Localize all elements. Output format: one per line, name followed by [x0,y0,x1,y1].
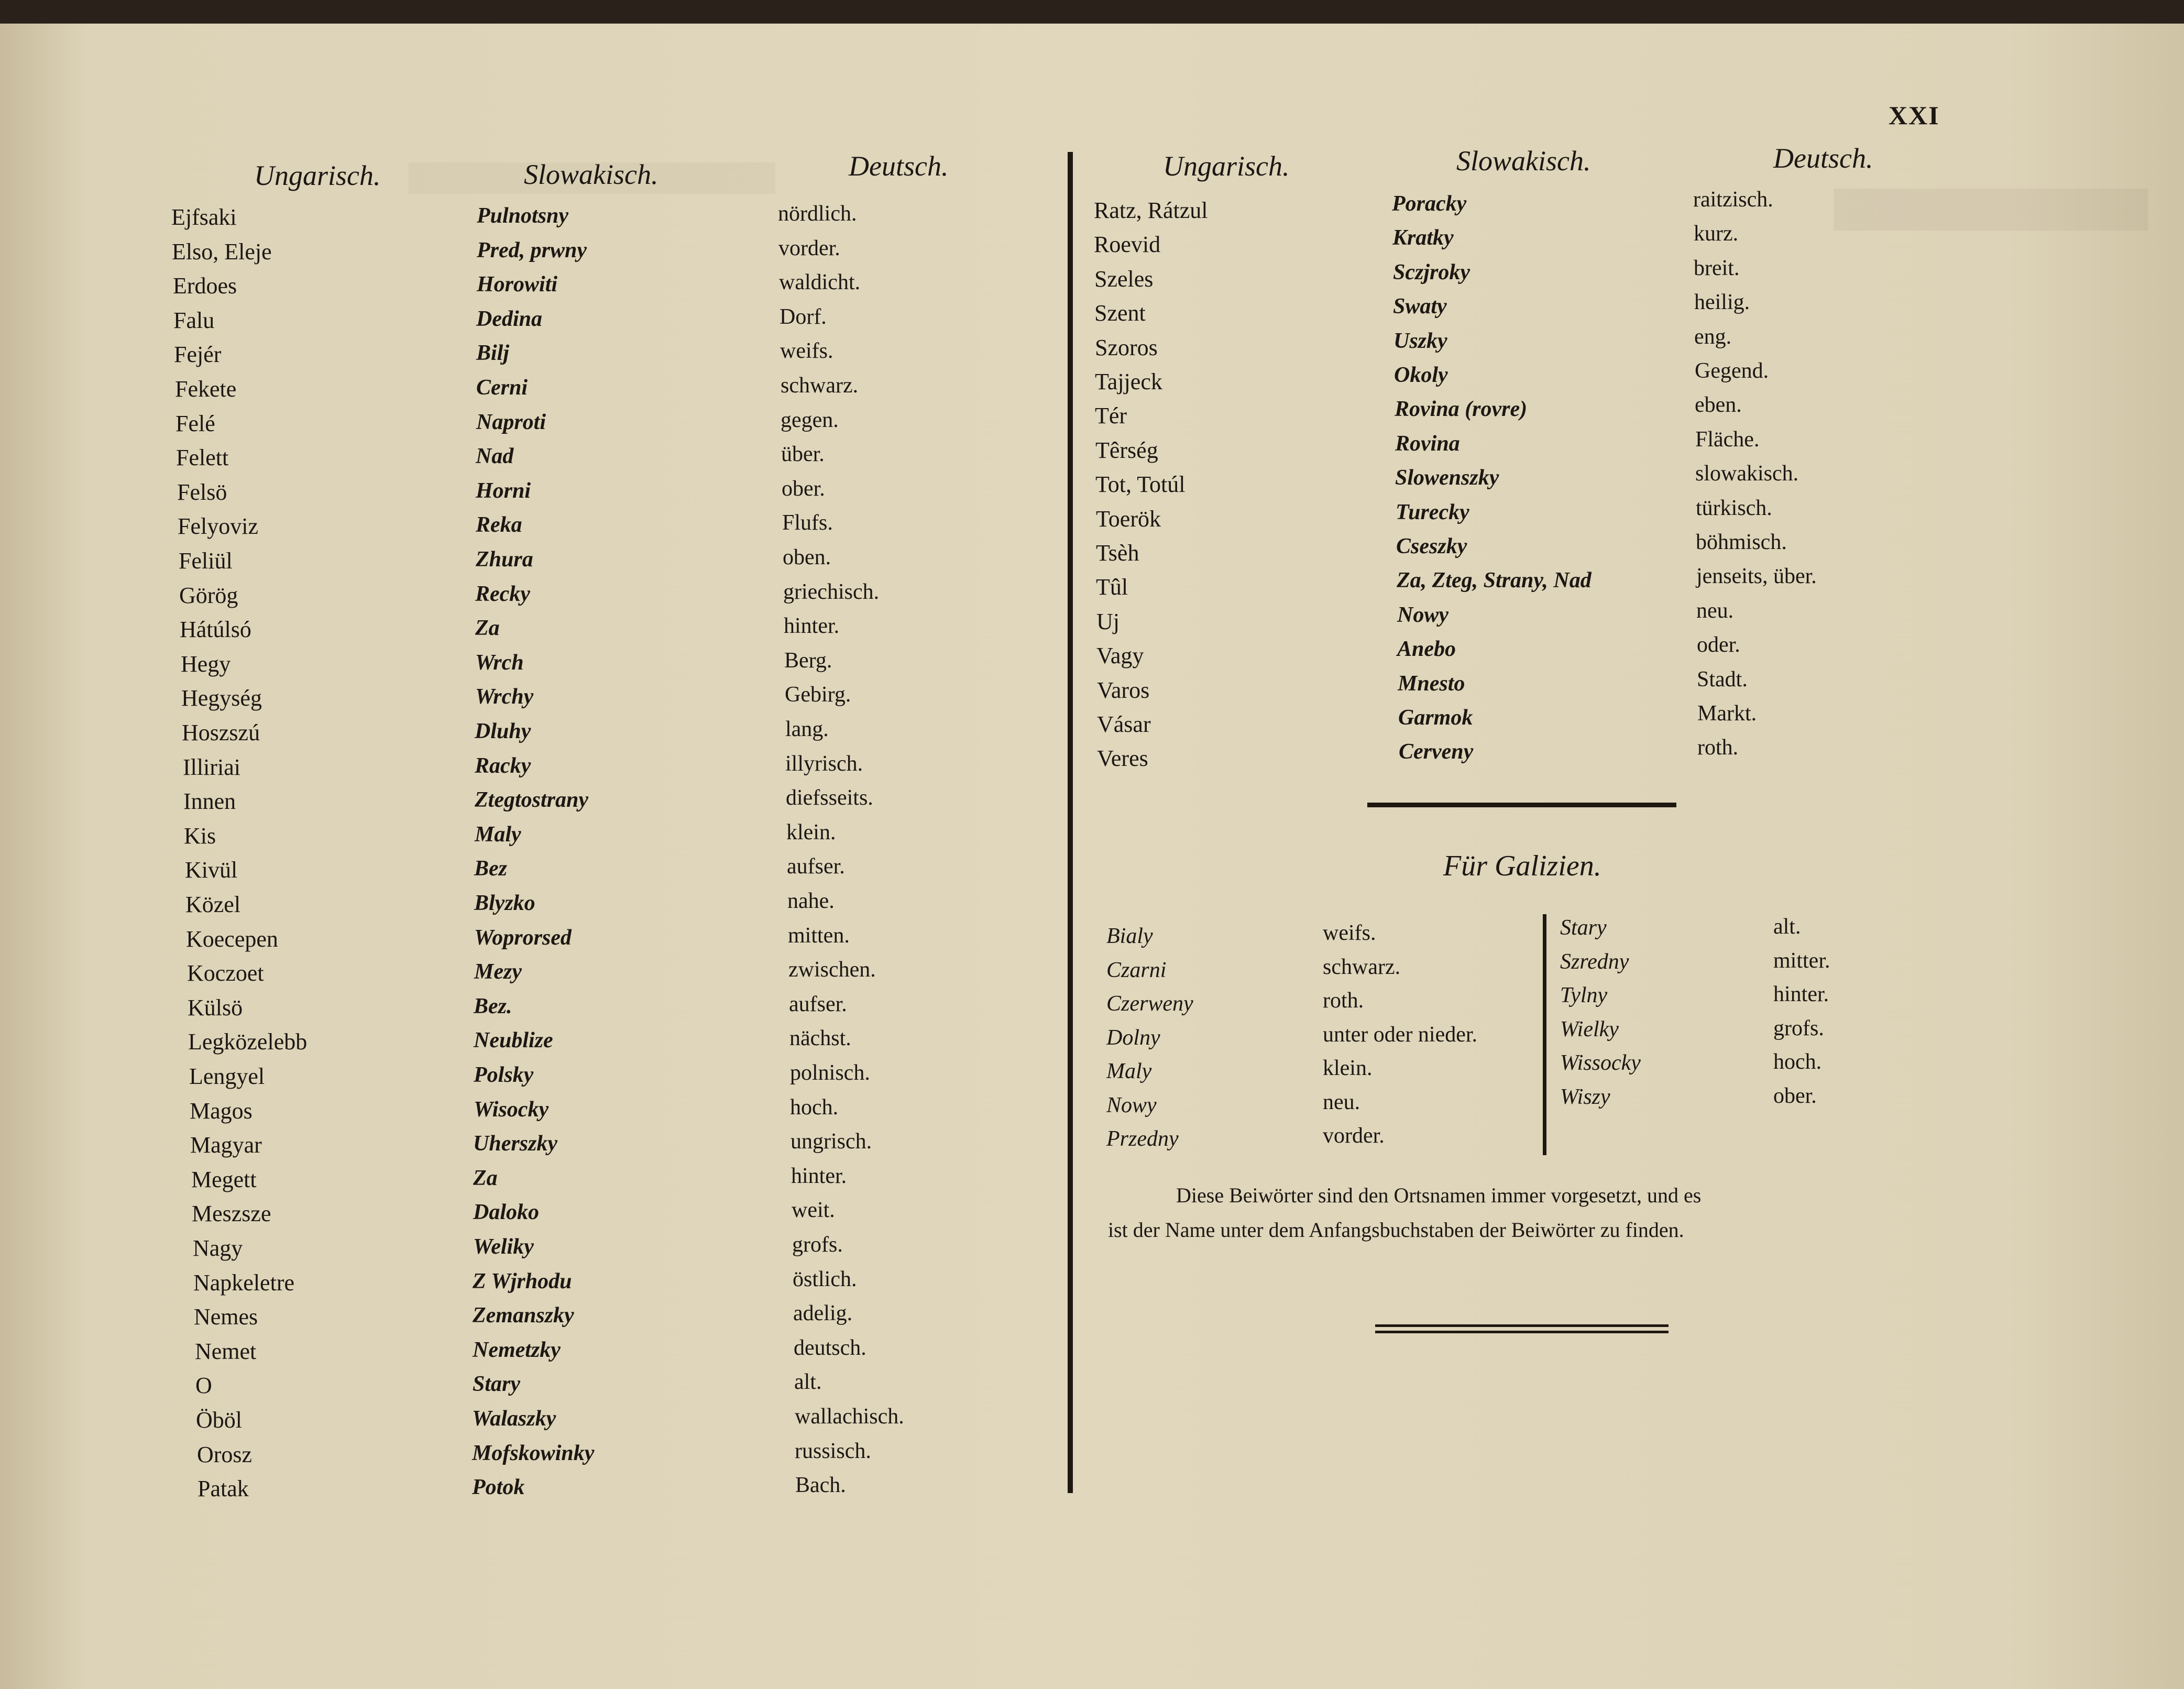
galizien-slavic-word: Czarni [1106,958,1167,982]
table-row-deutsch: nächst. [789,1026,851,1050]
table-row-slowakisch: Mnesto [1398,672,1465,696]
galizien-slavic-word: Wiszy [1560,1085,1610,1109]
table-row-deutsch: eng. [1694,325,1732,349]
table-row-ungarisch: Napkeletre [193,1270,294,1296]
table-row-deutsch: hinter. [784,614,840,638]
table-row-ungarisch: Fejér [174,342,222,367]
table-row-ungarisch: Hegység [181,685,262,711]
table-row-slowakisch: Rovina (rovre) [1395,397,1528,421]
table-row-deutsch: polnisch. [790,1061,870,1085]
table-row-slowakisch: Horowiti [477,272,558,297]
table-row-deutsch: böhmisch. [1696,530,1787,554]
table-row-ungarisch: Hegy [181,651,231,677]
table-row-slowakisch: Dluhy [475,719,531,743]
galizien-slavic-word: Szredny [1560,950,1629,974]
table-row-deutsch: slowakisch. [1695,462,1799,486]
table-row-ungarisch: Legközelebb [188,1029,308,1055]
table-row-ungarisch: Külsö [188,995,243,1021]
table-row-deutsch: aufser. [789,992,847,1016]
table-row-deutsch: türkisch. [1696,496,1772,520]
table-row-ungarisch: Feliül [179,548,233,574]
table-row-ungarisch: Koczoet [187,960,264,986]
table-row-slowakisch: Cseszky [1396,534,1467,558]
table-row-ungarisch: Nemes [194,1304,258,1330]
table-row-deutsch: roth. [1697,736,1739,760]
table-row-ungarisch: Tûl [1096,574,1128,600]
galizien-slavic-word: Stary [1560,916,1607,940]
table-row-ungarisch: Tér [1095,403,1127,429]
table-row-ungarisch: Falu [173,308,215,333]
galizien-slavic-word: Wielky [1560,1017,1619,1041]
table-row-slowakisch: Nad [476,444,514,468]
galizien-slavic-word: Bialy [1106,924,1153,948]
table-row-ungarisch: Vásar [1097,711,1151,737]
table-row-slowakisch: Swaty [1393,294,1447,319]
table-row-slowakisch: Bez [474,857,507,881]
table-row-slowakisch: Cerveny [1399,740,1474,764]
galizien-german-word: schwarz. [1323,955,1401,979]
table-row-deutsch: weit. [792,1198,835,1222]
table-row-slowakisch: Naproti [476,410,546,434]
book-page [0,24,2184,1689]
table-row-ungarisch: Öböl [196,1407,242,1433]
table-row-slowakisch: Recky [475,582,530,606]
table-row-ungarisch: Vagy [1096,643,1144,668]
table-row-deutsch: heilig. [1694,290,1750,314]
table-row-slowakisch: Neublize [474,1028,553,1052]
table-row-ungarisch: Innen [183,788,236,814]
table-row-deutsch: russisch. [795,1439,871,1463]
table-row-ungarisch: Fekete [175,376,237,402]
table-row-deutsch: nördlich. [778,202,857,226]
galizien-german-word: roth. [1323,989,1364,1013]
table-row-deutsch: diefsseits. [786,786,873,810]
galizien-slavic-word: Przedny [1106,1127,1179,1151]
galizien-german-word: vorder. [1323,1124,1385,1148]
table-row-deutsch: jenseits, über. [1696,564,1817,588]
table-row-deutsch: Stadt. [1697,667,1748,692]
table-row-deutsch: raitzisch. [1693,188,1773,212]
table-row-slowakisch: Okoly [1394,363,1448,387]
galizien-german-word: hoch. [1773,1050,1822,1074]
table-row-deutsch: aufser. [787,854,845,879]
table-row-ungarisch: Illiriai [183,754,240,780]
left-header-ungarisch: Ungarisch. [254,160,381,191]
table-row-slowakisch: Ztegtostrany [475,788,588,812]
right-header-slowakisch: Slowakisch. [1456,145,1591,177]
table-row-deutsch: ungrisch. [791,1129,872,1154]
table-row-slowakisch: Slowenszky [1395,466,1499,490]
table-row-deutsch: über. [781,442,825,466]
table-row-slowakisch: Cerni [476,376,528,400]
closing-rule-top [1375,1324,1669,1327]
table-row-deutsch: Dorf. [780,305,827,329]
galizien-slavic-word: Maly [1106,1059,1152,1083]
table-row-deutsch: breit. [1694,256,1740,280]
galizien-german-word: mitter. [1773,949,1830,973]
galizien-german-word: alt. [1773,915,1801,939]
table-row-ungarisch: Koecepen [186,926,278,952]
table-row-ungarisch: Erdoes [173,273,237,299]
table-row-slowakisch: Polsky [474,1063,534,1087]
table-row-slowakisch: Rovina [1395,432,1460,456]
table-row-slowakisch: Woprorsed [474,926,572,950]
table-row-slowakisch: Potok [472,1475,525,1499]
column-divider [1068,152,1073,1493]
table-row-slowakisch: Garmok [1398,706,1473,730]
table-row-ungarisch: Têrség [1095,437,1158,463]
table-row-slowakisch: Pulnotsny [477,204,569,228]
table-row-slowakisch: Daloko [473,1200,539,1224]
table-row-ungarisch: Patak [197,1476,249,1501]
galizien-slavic-word: Dolny [1106,1026,1160,1050]
table-row-ungarisch: Megett [191,1167,257,1192]
table-row-slowakisch: Weliky [473,1235,534,1259]
table-row-deutsch: lang. [785,717,829,741]
table-row-deutsch: mitten. [788,924,850,948]
table-row-slowakisch: Stary [473,1372,521,1396]
table-row-deutsch: vorder. [778,236,840,260]
table-row-deutsch: hinter. [791,1164,847,1188]
table-row-ungarisch: Uj [1096,609,1120,634]
table-row-slowakisch: Poracky [1392,192,1467,216]
table-row-ungarisch: Ejfsaki [171,204,237,230]
table-row-slowakisch: Racky [475,754,531,778]
table-row-ungarisch: Lengyel [189,1063,265,1089]
table-row-ungarisch: Roevid [1094,232,1161,257]
table-row-ungarisch: Meszsze [192,1201,271,1226]
table-row-slowakisch: Wisocky [474,1098,549,1122]
galizien-german-word: klein. [1323,1056,1373,1080]
table-row-slowakisch: Sczjroky [1393,260,1470,284]
table-row-deutsch: Gegend. [1695,359,1769,383]
table-row-deutsch: eben. [1695,393,1742,417]
table-row-ungarisch: Toerök [1096,506,1161,532]
table-row-slowakisch: Bez. [474,994,512,1018]
table-row-deutsch: nahe. [787,889,835,913]
table-row-ungarisch: Szeles [1094,266,1154,292]
table-row-ungarisch: Tot, Totúl [1095,471,1186,497]
galizien-german-word: hinter. [1773,982,1829,1006]
right-header-deutsch: Deutsch. [1773,142,1873,174]
table-row-ungarisch: Ratz, Rátzul [1094,198,1208,223]
galizien-german-word: neu. [1323,1090,1360,1114]
table-row-slowakisch: Pred, prwny [477,238,587,262]
galizien-divider [1543,914,1546,1155]
page-number: XXI [1889,101,1940,130]
table-row-deutsch: klein. [786,820,836,844]
galizien-german-word: weifs. [1323,921,1376,945]
table-row-slowakisch: Blyzko [474,891,535,915]
table-row-ungarisch: Tsèh [1096,540,1139,566]
table-row-slowakisch: Nowy [1397,603,1448,627]
table-row-ungarisch: Elso, Eleje [172,239,272,265]
table-row-deutsch: wallachisch. [795,1405,904,1429]
galizien-note-line-2: ist der Name unter dem Anfangsbuchstaben der Beiwörter zu finden. [1108,1218,1684,1242]
section-rule [1367,803,1676,807]
table-row-deutsch: oben. [783,545,831,569]
galizien-slavic-word: Tylny [1560,983,1608,1007]
table-row-slowakisch: Nemetzky [473,1338,561,1362]
table-row-deutsch: oder. [1697,633,1740,657]
table-row-slowakisch: Horni [476,479,531,503]
table-row-deutsch: griechisch. [783,580,880,604]
table-row-slowakisch: Uherszky [473,1132,558,1156]
table-row-slowakisch: Zhura [476,547,533,572]
table-row-deutsch: Flufs. [782,511,833,535]
galizien-slavic-word: Nowy [1106,1093,1157,1117]
table-row-slowakisch: Walaszky [472,1407,556,1431]
galizien-german-word: grofs. [1773,1016,1824,1040]
table-row-ungarisch: Felsö [177,479,227,505]
table-row-deutsch: waldicht. [779,270,861,294]
table-row-slowakisch: Anebo [1397,637,1456,661]
table-row-slowakisch: Reka [476,513,522,537]
table-row-slowakisch: Kratky [1392,226,1454,250]
galizien-note-line-1: Diese Beiwörter sind den Ortsnamen immer vorgesetzt, und es [1176,1183,1702,1207]
table-row-ungarisch: Felett [176,445,229,470]
table-row-deutsch: gegen. [781,408,839,432]
table-row-deutsch: grofs. [792,1233,843,1257]
table-row-slowakisch: Uszky [1393,329,1447,353]
table-row-deutsch: ober. [782,477,825,501]
table-row-ungarisch: Hoszszú [182,720,260,745]
table-row-deutsch: Bach. [795,1473,846,1497]
left-header-slowakisch: Slowakisch. [524,159,659,190]
table-row-slowakisch: Za, Zteg, Strany, Nad [1397,568,1592,593]
table-row-ungarisch: Görög [179,583,238,608]
table-row-deutsch: Markt. [1697,701,1757,726]
table-row-slowakisch: Zemanszky [473,1303,574,1328]
table-row-slowakisch: Mezy [474,960,522,984]
table-row-deutsch: zwischen. [788,958,876,982]
table-row-ungarisch: Kis [184,823,216,849]
table-row-ungarisch: Veres [1097,745,1148,771]
galizien-title: Für Galizien. [1443,850,1601,882]
table-row-ungarisch: Tajjeck [1095,369,1162,394]
table-row-ungarisch: Nemet [195,1339,257,1364]
left-header-deutsch: Deutsch. [849,150,949,182]
right-header-ungarisch: Ungarisch. [1163,150,1290,182]
table-row-ungarisch: Magos [190,1098,253,1124]
table-row-ungarisch: Felé [175,411,215,436]
table-row-ungarisch: Varos [1097,677,1150,703]
table-row-ungarisch: Kivül [185,857,238,883]
table-row-slowakisch: Wrch [475,651,524,675]
table-row-deutsch: schwarz. [781,374,859,398]
galizien-german-word: unter oder nieder. [1323,1023,1478,1047]
table-row-slowakisch: Za [473,1166,498,1190]
table-row-ungarisch: Magyar [190,1132,262,1158]
table-row-ungarisch: Közel [185,892,241,917]
table-row-ungarisch: Felyoviz [178,513,258,539]
table-row-deutsch: hoch. [790,1095,839,1120]
bleed-through-shadow [1834,189,2148,231]
table-row-ungarisch: O [195,1373,212,1398]
table-row-deutsch: adelig. [793,1301,853,1325]
table-row-slowakisch: Mofskowinky [472,1441,595,1465]
table-row-deutsch: neu. [1696,599,1734,623]
table-row-deutsch: Fläche. [1695,427,1760,452]
table-row-deutsch: Gebirg. [785,683,851,707]
table-row-slowakisch: Z Wjrhodu [473,1269,572,1293]
table-row-deutsch: weifs. [780,339,833,363]
table-row-slowakisch: Dedina [476,307,542,331]
table-row-ungarisch: Szoros [1095,335,1158,360]
galizien-slavic-word: Czerweny [1106,992,1193,1016]
galizien-german-word: ober. [1773,1084,1817,1108]
closing-rule-bottom [1375,1331,1669,1333]
table-row-ungarisch: Szent [1094,300,1146,326]
table-row-slowakisch: Turecky [1396,500,1469,524]
table-row-deutsch: kurz. [1694,222,1739,246]
table-row-deutsch: Berg. [784,649,832,673]
table-row-ungarisch: Nagy [193,1235,243,1261]
table-row-ungarisch: Orosz [197,1442,253,1467]
galizien-slavic-word: Wissocky [1560,1051,1641,1075]
table-row-slowakisch: Wrchy [475,685,534,709]
table-row-slowakisch: Za [475,616,500,640]
table-row-slowakisch: Maly [475,822,521,847]
table-row-deutsch: illyrisch. [785,752,863,776]
table-row-deutsch: alt. [794,1370,822,1394]
table-row-ungarisch: Hátúlsó [180,617,251,642]
table-row-deutsch: östlich. [793,1267,857,1291]
table-row-deutsch: deutsch. [794,1336,866,1360]
table-row-slowakisch: Bilj [476,341,510,365]
